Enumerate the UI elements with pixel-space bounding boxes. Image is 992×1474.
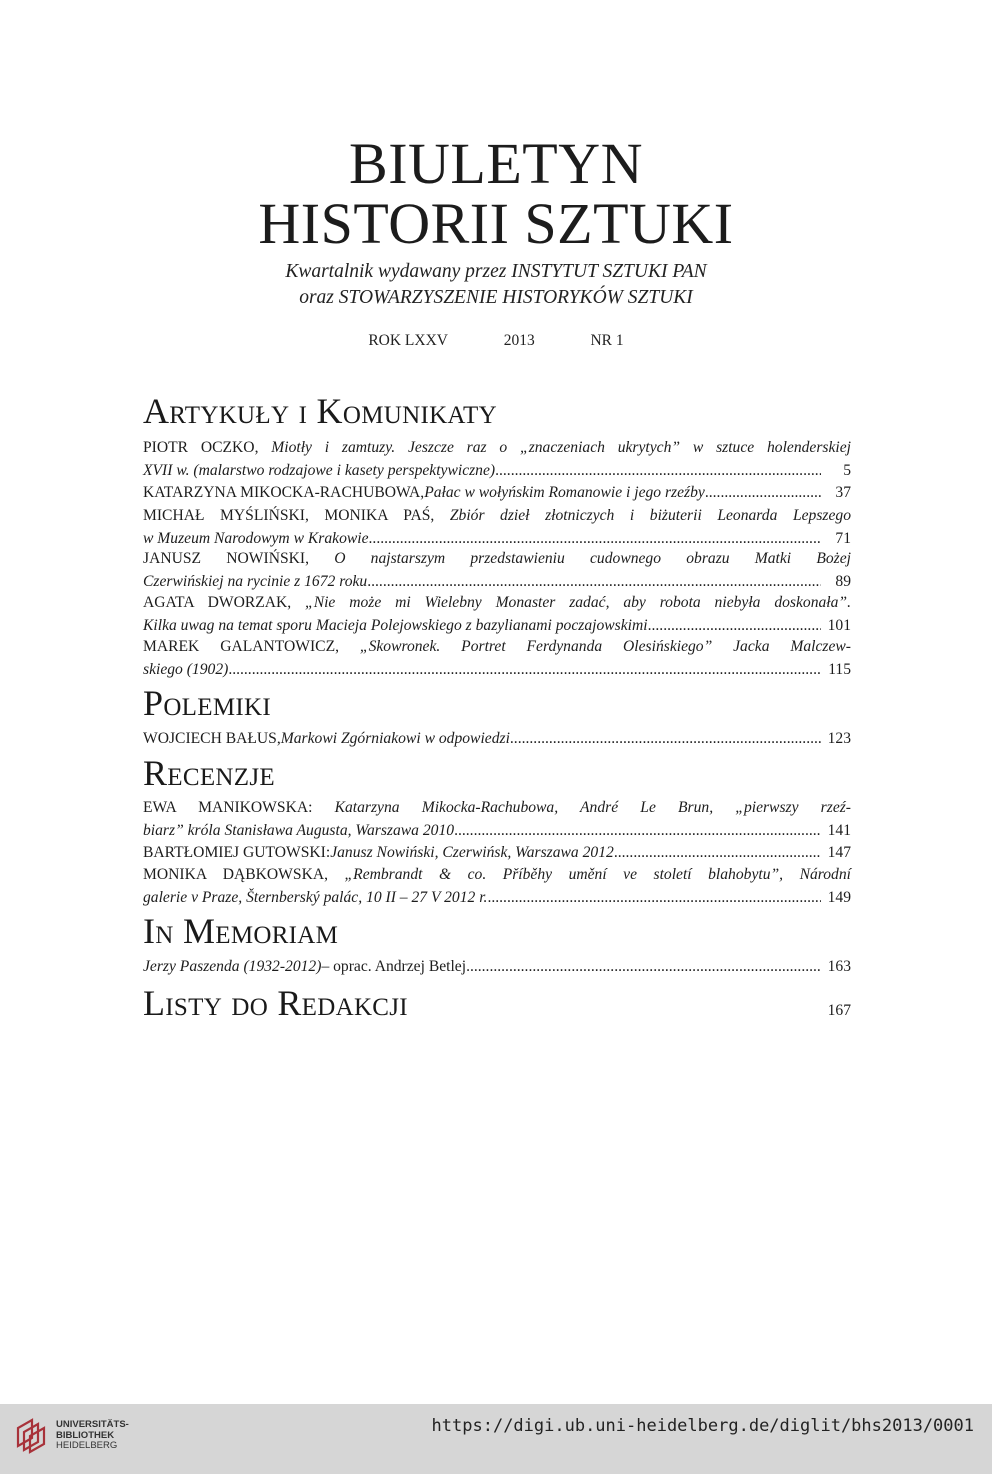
toc-entry-myslinski[interactable] [143, 505, 851, 550]
entry-author: PIOTR OCZKO, [143, 439, 272, 456]
issue-rok: ROK LXXV [368, 332, 448, 349]
entry-page: 37 [835, 484, 851, 501]
entry-page: 101 [827, 616, 851, 634]
toc-entry-paszenda[interactable] [143, 956, 851, 979]
entry-title: Markowi Zgórniakowi w odpowiedzi [280, 730, 510, 747]
entry-title: Janusz Nowiński, Czerwińsk, Warszawa 2012 [330, 844, 614, 861]
subtitle-line1: Kwartalnik wydawany przez INSTYTUT SZTUKI PAN [285, 261, 707, 282]
entry-page: 167 [827, 1002, 851, 1019]
entry-title-cont: skiego (1902) [143, 660, 229, 678]
entry-title-cont: biarz” króla Stanisława Augusta, Warszawa 2010 [143, 821, 455, 839]
issue-year: 2013 [503, 332, 535, 349]
entry-page: 89 [835, 572, 851, 590]
entry-title: „Nie może mi Wielebny Monaster zadać, aby robota niebyła doskonała”. [305, 594, 851, 611]
entry-title: Pałac w wołyńskim Romanowie i jego rzeźby [424, 484, 705, 501]
leader-dots [369, 528, 821, 551]
section-polemiki: Polemiki [143, 683, 271, 723]
entry-page: 149 [827, 888, 851, 906]
toc-entry-dworzak[interactable] [143, 592, 851, 637]
leader-dots [367, 571, 821, 594]
entry-title-cont: Kilka uwag na temat sporu Macieja Polejowskiego z bazylianami poczajowskimi [143, 616, 648, 634]
entry-title-cont: XVII w. (malarstwo rodzajowe i kasety perspektywiczne) [143, 461, 496, 479]
entry-title: O najstarszym przedstawieniu cudownego obrazu Matki Bożej [334, 550, 851, 567]
entry-title: Zbiór dzieł złotniczych i biżuterii Leonarda Lepszego [449, 507, 851, 524]
toc-entry-mikocka[interactable] [143, 482, 851, 505]
subtitle-line2: oraz STOWARZYSZENIE HISTORYKÓW SZTUKI [299, 287, 693, 308]
leader-dots [487, 887, 821, 910]
section-listy: Listy do Redakcji [143, 983, 408, 1023]
entry-author: MAREK GALANTOWICZ, [143, 638, 360, 655]
entry-page: 5 [843, 461, 851, 479]
entry-page: 123 [827, 730, 851, 747]
footer-bar [0, 1404, 992, 1474]
library-logo-icon [12, 1416, 50, 1454]
entry-page: 163 [827, 958, 851, 975]
entry-author: WOJCIECH BAŁUS, [143, 730, 281, 747]
entry-page: 147 [827, 844, 851, 861]
journal-title-line1: BIULETYN [349, 131, 643, 196]
section-artykuly: Artykuły i Komunikaty [143, 391, 497, 431]
journal-title-line2: HISTORII SZTUKI [258, 191, 734, 256]
toc-entry-nowinski[interactable] [143, 548, 851, 593]
entry-author: MICHAŁ MYŚLIŃSKI, MONIKA PAŚ, [143, 507, 450, 524]
leader-dots [228, 659, 821, 682]
section-in-memoriam: In Memoriam [143, 911, 339, 951]
library-name [56, 1420, 129, 1452]
entry-title-cont: w Muzeum Narodowym w Krakowie [143, 529, 369, 547]
entry-title: „Rembrandt & co. Příběhy umění ve století blahobytu”, Národní [344, 866, 851, 883]
entry-editor: – oprac. Andrzej Betlej [321, 958, 467, 975]
entry-title: „Skowronek. Portret Ferdynanda Olesińskiego” Jacka Malczew- [359, 638, 851, 655]
entry-author: KATARZYNA MIKOCKA-RACHUBOWA, [143, 484, 425, 501]
leader-dots [510, 728, 821, 751]
leader-dots [614, 842, 821, 865]
toc-entry-dabkowska[interactable] [143, 864, 851, 909]
entry-page: 115 [828, 660, 851, 678]
toc-entry-balus[interactable] [143, 728, 851, 751]
library-name-line2: BIBLIOTHEK [56, 1429, 115, 1441]
leader-dots [466, 956, 821, 979]
entry-title-cont: galerie v Praze, Šternberský palác, 10 II – 27 V 2012 r. [143, 888, 488, 906]
entry-author: JANUSZ NOWIŃSKI, [143, 550, 335, 567]
leader-dots [454, 820, 821, 843]
toc-entry-oczko[interactable] [143, 437, 851, 482]
entry-title: Katarzyna Mikocka-Rachubowa, André Le Brun, „pierwszy rzeź- [334, 799, 851, 816]
library-name-line1: UNIVERSITÄTS- [56, 1419, 129, 1430]
toc-entry-manikowska[interactable] [143, 797, 851, 842]
entry-page: 141 [827, 821, 851, 839]
entry-title: Miotły i zamtuzy. Jeszcze raz o „znaczeniach ukrytych” w sztuce holenderskiej [271, 439, 851, 456]
leader-dots [495, 460, 821, 483]
leader-dots [705, 482, 821, 505]
toc-entry-galantowicz[interactable] [143, 636, 851, 681]
entry-author: EWA MANIKOWSKA: [143, 799, 335, 816]
toc-entry-listy[interactable] [143, 982, 851, 1024]
issue-nr: NR 1 [590, 332, 624, 349]
entry-author: BARTŁOMIEJ GUTOWSKI: [143, 844, 331, 861]
section-recenzje: Recenzje [143, 753, 275, 793]
entry-author: AGATA DWORZAK, [143, 594, 306, 611]
entry-title: Jerzy Paszenda (1932-2012) [143, 958, 322, 975]
entry-author: MONIKA DĄBKOWSKA, [143, 866, 345, 883]
issue-info [0, 332, 992, 350]
entry-page: 71 [835, 529, 851, 547]
leader-dots [648, 615, 821, 638]
library-name-line3: HEIDELBERG [56, 1440, 118, 1451]
toc-entry-gutowski[interactable] [143, 842, 851, 865]
entry-title-cont: Czerwińskiej na rycinie z 1672 roku [143, 572, 368, 590]
source-url-link[interactable]: https://digi.ub.uni-heidelberg.de/diglit/bhs2013/0001 [431, 1416, 974, 1436]
